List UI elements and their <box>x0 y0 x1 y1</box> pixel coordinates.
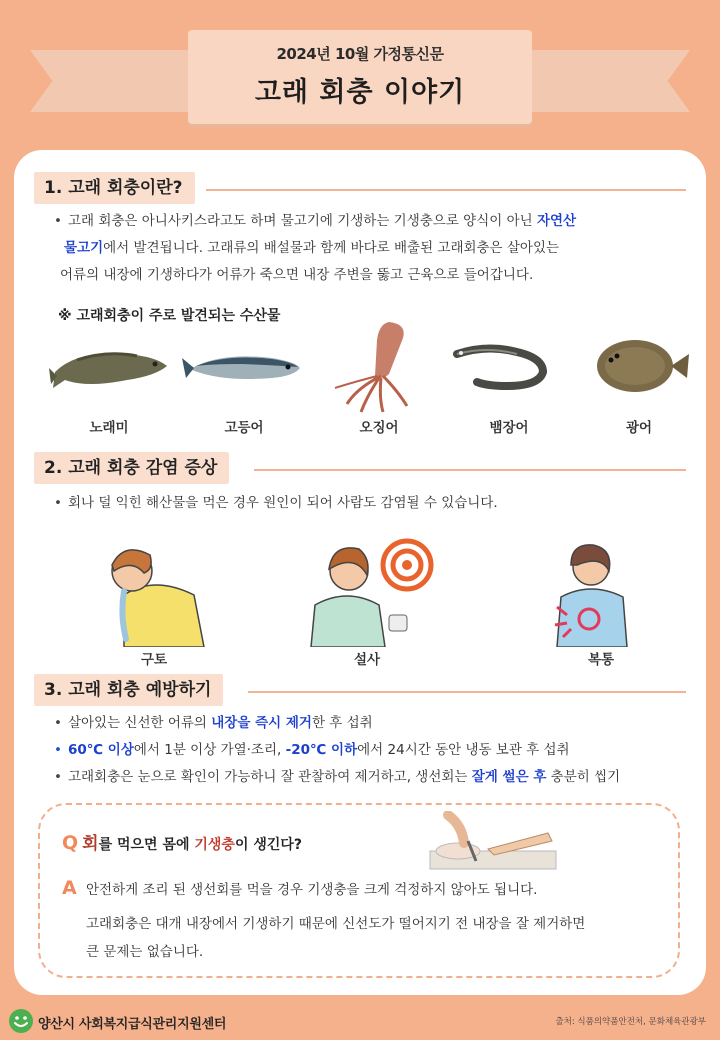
ribbon-tail-left <box>30 50 190 112</box>
diarrhea-person-icon <box>297 535 437 647</box>
greenling-icon <box>47 332 171 402</box>
fish-item <box>179 332 309 442</box>
newsletter-subtitle: 2024년 10월 가정통신문 <box>276 45 444 63</box>
answer-detail <box>86 910 658 966</box>
sashimi-slicing-icon <box>428 811 558 873</box>
section2-header <box>34 452 686 486</box>
fish-item <box>574 332 704 442</box>
highlight-freeze: -20℃ 이하 <box>285 742 358 758</box>
symptom-item <box>84 535 224 670</box>
highlight-parasite: 기생충 <box>194 837 235 853</box>
symptom-item <box>297 535 437 670</box>
fish-gallery <box>44 332 686 442</box>
section3-divider <box>248 691 686 693</box>
mackerel-icon <box>182 332 306 402</box>
qa-box <box>38 803 680 978</box>
fish-label: 광어 <box>625 420 653 436</box>
fish-list-note: ※ 고래회충이 주로 발견되는 수산물 <box>58 308 281 324</box>
section3-header <box>34 674 686 708</box>
fish-item <box>44 332 174 442</box>
fish-item <box>444 332 574 442</box>
section1-divider <box>206 189 686 191</box>
vomiting-person-icon <box>84 535 224 647</box>
source-credit: 출처: 식품의약품안전처, 문화체육관광부 <box>555 1017 706 1027</box>
section3-heading: 3. 고래 회충 예방하기 <box>34 674 223 706</box>
highlight-remove-guts: 내장을 즉시 제거 <box>211 715 312 731</box>
answer-line1: 안전하게 조리 된 생선회를 먹을 경우 기생충을 크게 걱정하지 않아도 됩니다. <box>86 882 538 898</box>
prevention-item-1: • 살아있는 신선한 어류의 내장을 즉시 제거한 후 섭취 <box>54 710 686 737</box>
organization-name: 양산시 사회복지급식관리지원센터 <box>38 1017 227 1032</box>
prevention-item-3: • 고래회충은 눈으로 확인이 가능하니 잘 관찰하여 제거하고, 생선회는 잘게 썰은 후 충분히 씹기 <box>54 764 686 791</box>
answer-line2: 고래회충은 대개 내장에서 기생하기 때문에 신선도가 떨어지기 전 내장을 잘 제거하면 <box>86 916 586 932</box>
flounder-icon <box>577 332 701 402</box>
content-card <box>14 150 706 995</box>
symptom-label: 설사 <box>353 652 381 668</box>
section2-divider <box>254 469 686 471</box>
answer-line3: 큰 문제는 없습니다. <box>86 944 204 960</box>
section1-text <box>54 208 686 289</box>
fish-label: 노래미 <box>89 420 129 436</box>
fish-label: 오징어 <box>359 420 399 436</box>
section2-text <box>54 490 686 517</box>
highlight-fish: 물고기 <box>64 240 104 256</box>
section2-heading: 2. 고래 회충 감염 증상 <box>34 452 229 484</box>
symptom-label: 복통 <box>587 652 615 668</box>
fish-item <box>314 318 444 442</box>
highlight-wild: 자연산 <box>536 213 577 229</box>
highlight-slice: 잘게 썰은 후 <box>471 769 547 785</box>
squid-icon <box>317 318 441 414</box>
section1-line2: 물고기에서 발견됩니다. 고래류의 배설물과 함께 바다로 배출된 고래회충은 살아있는 <box>64 240 560 256</box>
highlight-heat: 60℃ 이상 <box>67 742 134 758</box>
section1-line3: 어류의 내장에 기생하다가 어류가 죽으면 내장 주변을 뚫고 근육으로 들어갑니다. <box>60 267 534 283</box>
prevention-item-2: • 60℃ 이상에서 1분 이상 가열·조리, -20℃ 이하에서 24시간 동안 냉동 보관 후 섭취 <box>54 737 686 764</box>
question-line: Q 회를 먹으면 몸에 기생충이 생긴다? <box>62 832 303 854</box>
smile-logo-icon <box>8 1008 34 1034</box>
section1-heading: 1. 고래 회충이란? <box>34 172 195 204</box>
page-title: 고래 회충 이야기 <box>254 77 466 108</box>
question-mark: Q <box>62 832 79 854</box>
section1-line1: • 고래 회충은 아니사키스라고도 하며 물고기에 기생하는 기생충으로 양식이 아닌 자연산 <box>54 208 686 235</box>
ribbon-banner <box>188 30 532 124</box>
symptom-label: 구토 <box>140 652 168 668</box>
fish-label: 뱀장어 <box>489 420 529 436</box>
header-ribbon <box>30 22 690 132</box>
fish-label: 고등어 <box>224 420 264 436</box>
symptom-gallery <box>44 535 686 670</box>
eel-icon <box>447 332 571 402</box>
ribbon-tail-right <box>530 50 690 112</box>
section1-header <box>34 172 686 206</box>
section2-line1: • 회나 덜 익힌 해산물을 먹은 경우 원인이 되어 사람도 감염될 수 있습니다. <box>54 490 686 517</box>
answer-mark: A <box>62 877 77 899</box>
symptom-item <box>531 535 671 670</box>
section3-text <box>54 710 686 791</box>
stomachache-person-icon <box>531 535 671 647</box>
